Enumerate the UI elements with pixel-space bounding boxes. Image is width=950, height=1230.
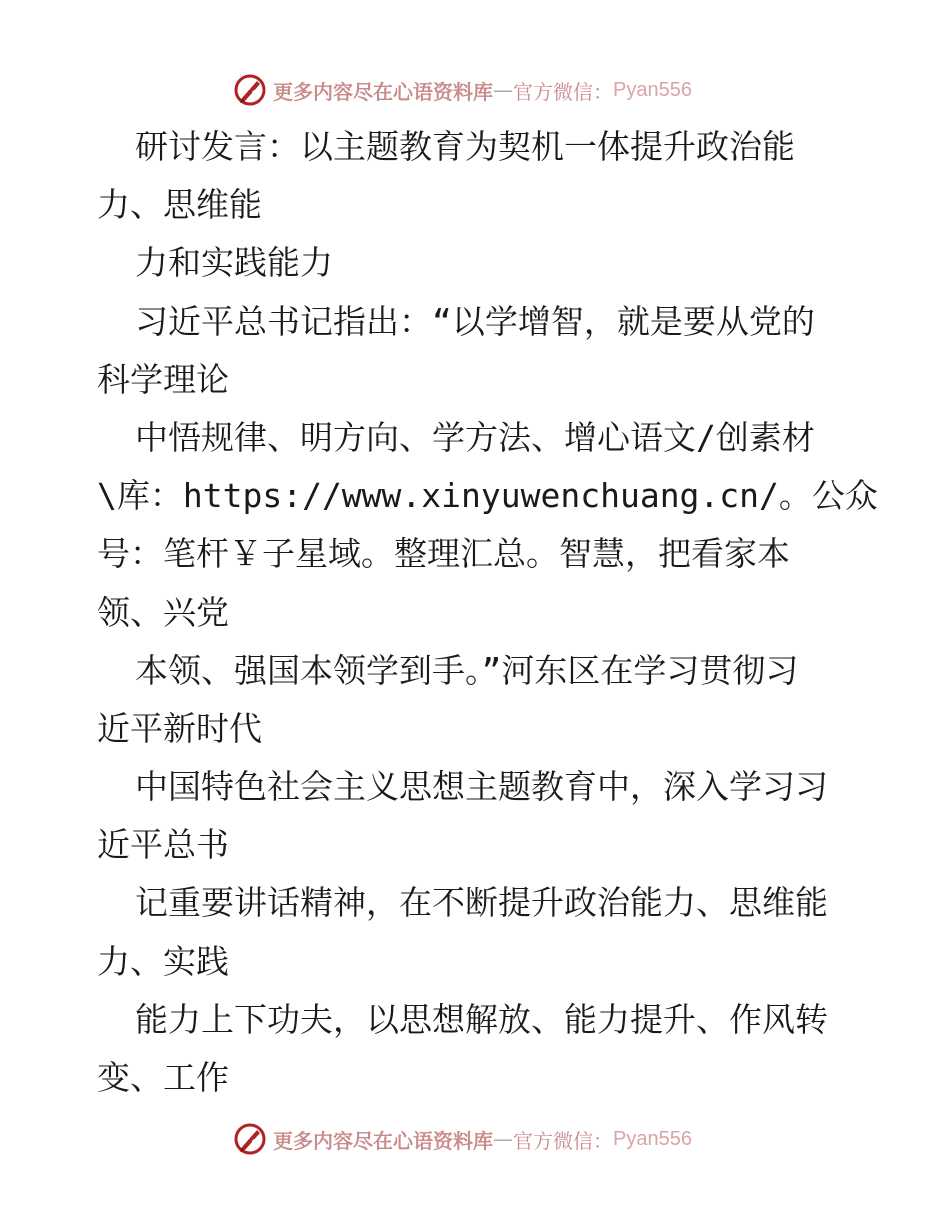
document-body <box>97 118 878 1107</box>
text-line: 力、实践 <box>97 941 229 981</box>
text-line: 近平总书 <box>97 825 229 865</box>
header-banner-wechat-label: 官方微信： <box>513 79 613 104</box>
text-line: 近平新时代 <box>97 708 262 748</box>
text-line: 力、思维能 <box>97 185 262 225</box>
header-banner-wechat-id: Pyan556 <box>613 78 692 101</box>
footer-banner <box>233 1119 692 1159</box>
text-line: 中国特色社会主义思想主题教育中，深入学习习 <box>135 767 828 807</box>
text-line: 号：笔杆￥子星域。整理汇总。智慧，把看家本 <box>97 534 790 574</box>
pen-logo-icon <box>233 1122 267 1156</box>
text-line: 领、兴党 <box>97 592 229 632</box>
pen-logo-icon <box>233 73 267 107</box>
text-line: 记重要讲话精神，在不断提升政治能力、思维能 <box>135 883 828 923</box>
text-line: 本领、强国本领学到手。”河东区在学习贯彻习 <box>135 650 799 690</box>
text-line: 研讨发言：以主题教育为契机一体提升政治能 <box>135 127 795 166</box>
text-line: 习近平总书记指出：“以学增智，就是要从党的 <box>135 301 815 341</box>
text-line: 中悟规律、明方向、学方法、增心语文/创素材 <box>135 417 815 457</box>
header-banner <box>233 70 692 110</box>
text-line: 能力上下功夫，以思想解放、能力提升、作风转 <box>135 999 828 1039</box>
header-banner-separator: — <box>493 78 513 102</box>
footer-banner-wechat-label: 官方微信： <box>513 1128 613 1153</box>
text-line: 力和实践能力 <box>135 243 333 283</box>
footer-banner-text: 更多内容尽在心语资料库 <box>273 1128 493 1153</box>
footer-banner-wechat-id: Pyan556 <box>613 1127 692 1150</box>
text-line: 科学理论 <box>97 359 229 399</box>
text-line: \库：https://www.xinyuwenchuang.cn/。公众 <box>97 476 878 516</box>
footer-banner-separator: — <box>493 1127 513 1151</box>
header-banner-text: 更多内容尽在心语资料库 <box>273 79 493 104</box>
text-line: 变、工作 <box>97 1058 229 1097</box>
